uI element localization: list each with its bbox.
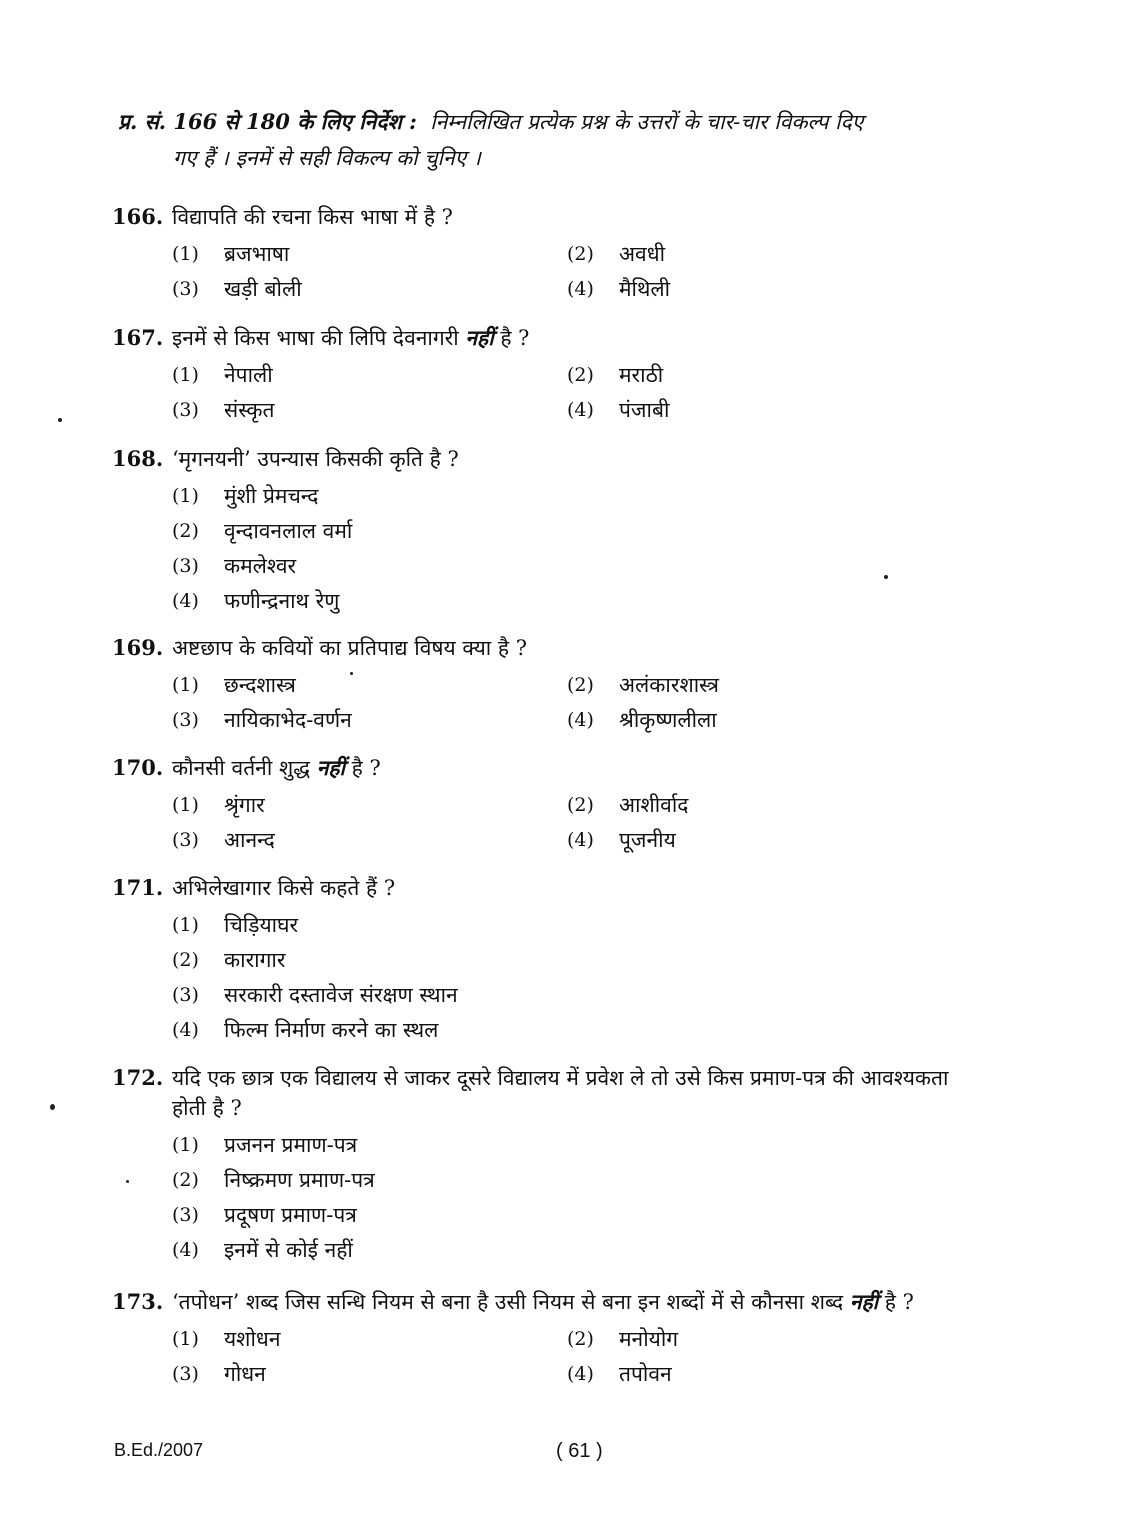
question-number: 173. xyxy=(112,1289,164,1314)
question-number: 171. xyxy=(112,875,164,900)
option-number: (4) xyxy=(567,708,594,731)
question-number: 172. xyxy=(112,1065,164,1090)
option-number: (4) xyxy=(567,828,594,851)
option-3 xyxy=(172,275,567,303)
option-2 xyxy=(567,671,962,699)
option-text: प्रदूषण प्रमाण-पत्र xyxy=(224,1202,357,1227)
option-number: (1) xyxy=(172,793,199,816)
question-number: 168. xyxy=(112,446,164,471)
option-text: खड़ी बोली xyxy=(224,276,302,301)
option-4 xyxy=(172,1016,772,1044)
option-number: (3) xyxy=(172,1362,199,1385)
question-text: ‘तपोधन’ शब्द जिस सन्धि नियम से बना है उसी नियम से बना इन शब्दों में से कौनसा शब्द नहीं है ? xyxy=(172,1289,914,1314)
directions-text: निम्नलिखित प्रत्येक प्रश्न के उत्तरों के चार-चार विकल्प दिए xyxy=(430,110,864,134)
option-text: मनोयोग xyxy=(619,1326,679,1351)
option-text: यशोधन xyxy=(224,1326,281,1351)
question-number: 169. xyxy=(112,635,164,660)
question-text: ‘मृगनयनी’ उपन्यास किसकी कृति है ? xyxy=(172,447,459,471)
question-text: अभिलेखागार किसे कहते हैं ? xyxy=(172,876,396,900)
option-text: संस्कृत xyxy=(224,397,275,422)
option-1 xyxy=(172,671,567,699)
option-text: निष्क्रमण प्रमाण-पत्र xyxy=(224,1167,375,1192)
option-3 xyxy=(172,706,567,734)
option-number: (3) xyxy=(172,983,199,1006)
option-number: (2) xyxy=(567,1327,594,1350)
option-text: फणीन्द्रनाथ रेणु xyxy=(224,588,340,613)
question-text: विद्यापति की रचना किस भाषा में है ? xyxy=(172,205,453,229)
option-text: छन्दशास्त्र xyxy=(224,672,296,697)
option-number: (1) xyxy=(172,242,199,265)
option-1 xyxy=(172,1131,567,1159)
option-text: वृन्दावनलाल वर्मा xyxy=(224,518,353,543)
option-4 xyxy=(567,826,962,854)
option-1 xyxy=(172,482,567,510)
option-number: (2) xyxy=(567,363,594,386)
option-2 xyxy=(567,361,962,389)
option-2 xyxy=(567,1325,962,1353)
option-number: (3) xyxy=(172,1203,199,1226)
option-text: मुंशी प्रेमचन्द xyxy=(224,483,319,508)
question-172 xyxy=(112,1063,1087,1267)
question-text: इनमें से किस भाषा की लिपि देवनागरी नहीं है ? xyxy=(172,325,530,350)
option-number: (2) xyxy=(567,793,594,816)
option-number: (4) xyxy=(172,589,199,612)
scan-speck xyxy=(126,1180,129,1183)
scan-speck xyxy=(884,575,888,579)
option-3 xyxy=(172,826,567,854)
option-4 xyxy=(567,706,962,734)
scan-speck xyxy=(350,672,353,675)
question-text: कौनसी वर्तनी शुद्ध नहीं है ? xyxy=(172,755,381,780)
directions-continuation: गए हैं । इनमें से सही विकल्प को चुनिए । xyxy=(173,146,481,170)
option-number: (2) xyxy=(172,948,199,971)
option-number: (3) xyxy=(172,398,199,421)
option-text: श्रीकृष्णलीला xyxy=(619,707,717,732)
question-170 xyxy=(112,753,1087,857)
option-number: (3) xyxy=(172,708,199,731)
option-4 xyxy=(567,396,962,424)
emphasis-not: नहीं xyxy=(465,325,494,350)
exam-code: B.Ed./2007 xyxy=(114,1440,204,1460)
emphasis-not: नहीं xyxy=(849,1289,879,1314)
option-text: फिल्म निर्माण करने का स्थल xyxy=(224,1017,439,1042)
option-2 xyxy=(172,517,567,545)
option-text: श्रृंगार xyxy=(224,792,265,817)
option-text: आशीर्वाद xyxy=(619,792,689,817)
option-1 xyxy=(172,911,567,939)
option-number: (4) xyxy=(567,277,594,300)
question-168 xyxy=(112,444,1087,618)
option-number: (3) xyxy=(172,828,199,851)
option-text: मराठी xyxy=(619,362,664,387)
option-1 xyxy=(172,240,567,268)
option-text: प्रजनन प्रमाण-पत्र xyxy=(224,1132,358,1157)
option-2 xyxy=(172,1166,567,1194)
option-number: (1) xyxy=(172,1327,199,1350)
option-number: (1) xyxy=(172,484,199,507)
option-3 xyxy=(172,396,567,424)
option-text: चिड़ियाघर xyxy=(224,912,299,937)
option-text: ब्रजभाषा xyxy=(224,241,290,266)
directions-lead: प्र. सं. 166 से 180 के लिए निर्देश : xyxy=(118,109,417,134)
option-3 xyxy=(172,1360,567,1388)
option-number: (4) xyxy=(567,1362,594,1385)
option-3 xyxy=(172,1201,567,1229)
option-number: (1) xyxy=(172,1133,199,1156)
emphasis-not: नहीं xyxy=(316,755,345,780)
option-text: पूजनीय xyxy=(619,827,676,852)
scan-speck xyxy=(58,418,62,422)
option-text: नायिकाभेद-वर्णन xyxy=(224,707,352,732)
option-4 xyxy=(567,275,962,303)
option-number: (1) xyxy=(172,363,199,386)
question-number: 170. xyxy=(112,755,164,780)
question-167 xyxy=(112,323,1087,427)
option-1 xyxy=(172,1325,567,1353)
scan-speck xyxy=(50,1104,55,1110)
option-number: (2) xyxy=(567,673,594,696)
option-number: (4) xyxy=(172,1018,199,1041)
option-text: अवधी xyxy=(619,241,666,266)
option-number: (3) xyxy=(172,277,199,300)
option-text: मैथिली xyxy=(619,276,671,301)
question-number: 166. xyxy=(112,204,164,229)
option-3 xyxy=(172,552,567,580)
option-text: कारागार xyxy=(224,947,286,972)
option-number: (1) xyxy=(172,673,199,696)
question-166 xyxy=(112,202,1087,306)
option-2 xyxy=(567,791,962,819)
option-text: पंजाबी xyxy=(619,397,670,422)
page-number: ( 61 ) xyxy=(556,1440,603,1462)
option-text: तपोवन xyxy=(619,1361,672,1386)
option-number: (4) xyxy=(172,1238,199,1261)
option-3 xyxy=(172,981,772,1009)
option-text: आनन्द xyxy=(224,827,275,852)
option-1 xyxy=(172,791,567,819)
question-171 xyxy=(112,873,1087,1047)
option-2 xyxy=(567,240,962,268)
option-number: (2) xyxy=(172,1168,199,1191)
option-4 xyxy=(567,1360,962,1388)
directions xyxy=(118,104,1083,176)
option-2 xyxy=(172,946,567,974)
question-text: यदि एक छात्र एक विद्यालय से जाकर दूसरे विद्यालय में प्रवेश ले तो उसे किस प्रमाण-पत्र की आवश्यकता होती है ? xyxy=(172,1066,949,1120)
option-number: (3) xyxy=(172,554,199,577)
option-4 xyxy=(172,587,567,615)
option-number: (1) xyxy=(172,913,199,936)
option-number: (4) xyxy=(567,398,594,421)
option-4 xyxy=(172,1236,567,1264)
option-number: (2) xyxy=(567,242,594,265)
option-text: अलंकारशास्त्र xyxy=(619,672,719,697)
option-text: सरकारी दस्तावेज संरक्षण स्थान xyxy=(224,982,458,1007)
option-text: इनमें से कोई नहीं xyxy=(224,1237,353,1262)
question-169 xyxy=(112,633,1087,737)
option-text: नेपाली xyxy=(224,362,273,387)
question-text: अष्टछाप के कवियों का प्रतिपाद्य विषय क्या है ? xyxy=(172,636,528,660)
option-1 xyxy=(172,361,567,389)
option-number: (2) xyxy=(172,519,199,542)
question-173 xyxy=(112,1287,1087,1391)
question-number: 167. xyxy=(112,325,164,350)
option-text: कमलेश्वर xyxy=(224,553,297,578)
option-text: गोधन xyxy=(224,1361,266,1386)
